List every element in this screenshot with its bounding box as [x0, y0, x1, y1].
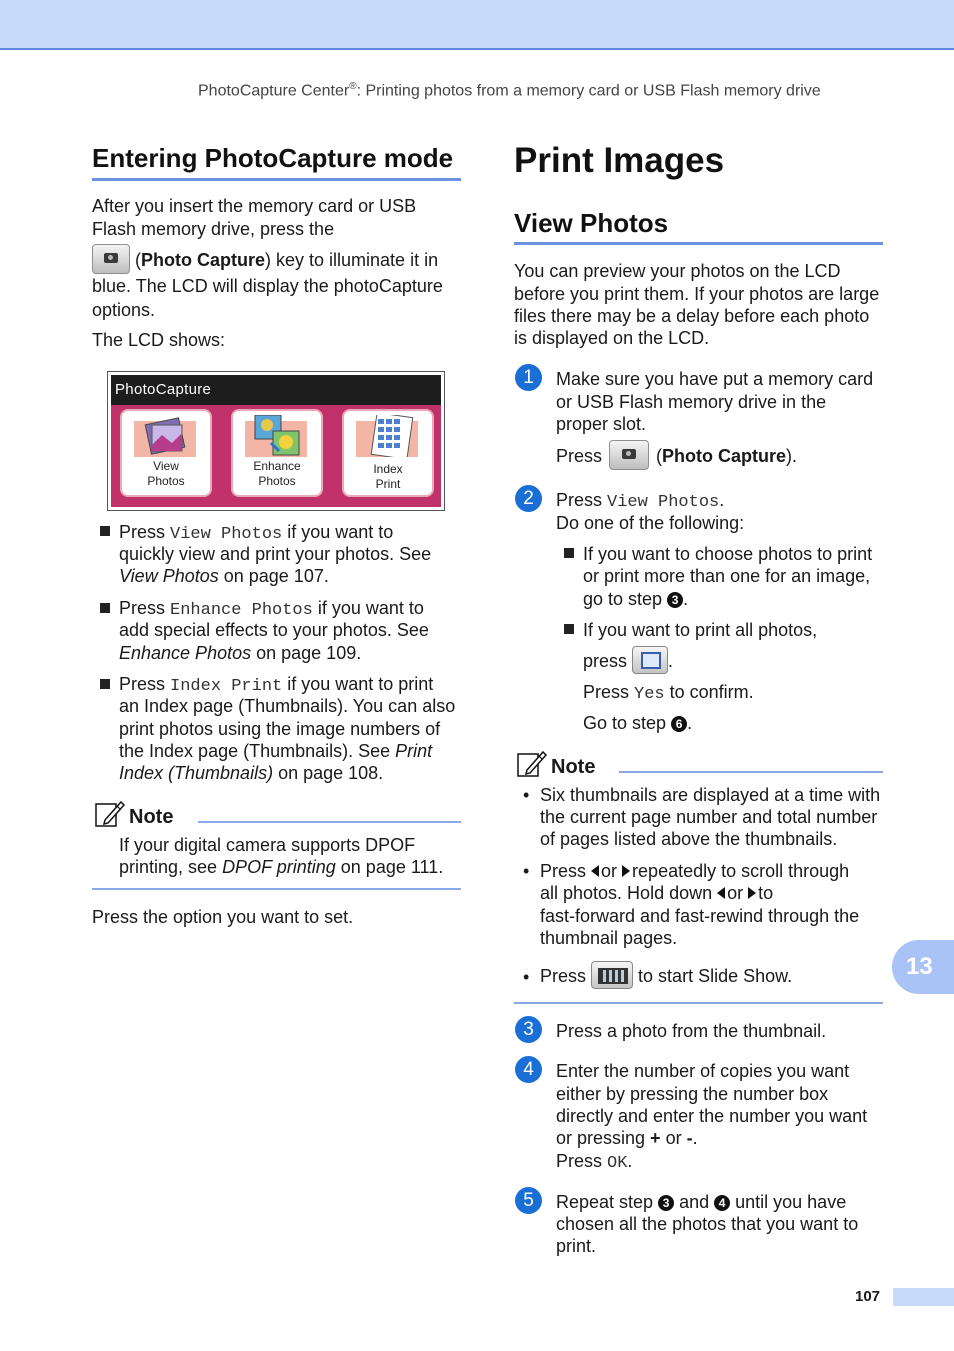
note-bottom-rule [514, 1002, 883, 1004]
step-2-sub2-press: press . [583, 648, 673, 676]
note-bullet: • [523, 967, 530, 987]
note-1-l2: the current page number and total number [540, 807, 878, 827]
step-4-press: Press OK. [556, 1151, 633, 1173]
note-title-right: Note [551, 756, 596, 778]
right-intro-l4: is displayed on the LCD. [514, 328, 710, 348]
bullet-square [564, 624, 574, 634]
note-2-l4: thumbnail pages. [540, 928, 678, 948]
step-4-marker: 4 [515, 1056, 542, 1083]
note-1-l1: Six thumbnails are displayed at a time with [540, 785, 881, 805]
note-2-l1: Press or repeatedly to scroll through [540, 861, 850, 881]
step-5-l3: print. [556, 1236, 597, 1256]
step-2-l2: Do one of the following: [556, 513, 745, 533]
note-3: Press to start Slide Show. [540, 963, 792, 991]
print-all-icon [632, 646, 668, 674]
step-5-l1: Repeat step 3 and 4 until you have [556, 1192, 847, 1212]
bullet-view-photos-l3: View Photos on page 107. [119, 566, 329, 586]
right-intro-l1: You can preview your photos on the LCD [514, 261, 841, 281]
bullet-index-l1: Press Index Print if you want to print [119, 674, 434, 696]
closing-text: Press the option you want to set. [92, 907, 354, 927]
photo-capture-key-icon [92, 244, 130, 274]
lcd-shows-label: The LCD shows: [92, 330, 226, 350]
note-top-rule [619, 771, 883, 773]
step-2-l1: Press View Photos. [556, 490, 725, 512]
subheading-rule [514, 242, 883, 245]
page-title: Print Images [514, 141, 725, 180]
step-1-press: Press (Photo Capture). [556, 442, 797, 472]
intro-line-1: After you insert the memory card or USB [92, 196, 417, 216]
chapter-tab: 13 [892, 940, 954, 994]
index-thumbnail-icon [356, 415, 418, 457]
bullet-index-l5: Index (Thumbnails) on page 108. [119, 763, 384, 783]
left-arrow-icon [591, 865, 599, 877]
note-1-l3: of pages listed above the thumbnails. [540, 829, 838, 849]
lcd-index-print-button: Index Print [342, 409, 434, 497]
step-2-sub2-go: Go to step 6 . [583, 713, 693, 733]
step-4-l2: either by pressing the number box [556, 1084, 829, 1104]
step-5-marker: 5 [515, 1187, 542, 1214]
step-3-marker: 3 [515, 1016, 542, 1043]
step-2-marker: 2 [515, 485, 542, 512]
lcd-screen-image [107, 371, 445, 511]
step-1-l2: or USB Flash memory drive in the [556, 392, 827, 412]
note-pencil-icon [95, 800, 125, 828]
slide-show-icon [591, 961, 633, 989]
note-top-rule [198, 821, 461, 823]
bullet-index-l3: print photos using the image numbers of [119, 719, 441, 739]
note-left-l1: If your digital camera supports DPOF [119, 835, 416, 855]
bullet-index-l2: an Index page (Thumbnails). You can also [119, 696, 456, 716]
bullet-enhance-l1: Press Enhance Photos if you want to [119, 598, 424, 620]
intro-line-3: (Photo Capture) key to illuminate it in [92, 246, 438, 276]
bullet-enhance-l2: add special effects to your photos. See [119, 620, 429, 640]
lcd-title-bar: PhotoCapture [111, 375, 441, 405]
step-1-l3: proper slot. [556, 414, 647, 434]
step-2-sub1-l3: go to step 3 . [583, 589, 689, 609]
header-band [0, 0, 954, 50]
step-4-l4: or pressing + or -. [556, 1128, 698, 1148]
photo-capture-key-icon [609, 440, 649, 470]
step-2-sub2-yes: Press Yes to confirm. [583, 682, 754, 704]
right-intro-l3: files there may be a delay before each photo [514, 306, 870, 326]
intro-line-4: blue. The LCD will display the photoCapture [92, 276, 443, 296]
note-bullet: • [523, 785, 530, 805]
running-header: PhotoCapture Center®: Printing photos from a memory card or USB Flash memory drive [198, 81, 821, 100]
bullet-square [100, 679, 110, 689]
step-ref-3: 3 [658, 1195, 674, 1211]
bullet-view-photos-l2: quickly view and print your photos. See [119, 544, 432, 564]
bullet-square [564, 548, 574, 558]
step-ref-3: 3 [667, 592, 683, 608]
step-2-sub1-l2: or print more than one for an image, [583, 566, 871, 586]
enhance-thumbnail-icon [245, 415, 307, 457]
bullet-enhance-l3: Enhance Photos on page 109. [119, 643, 362, 663]
step-ref-4: 4 [714, 1195, 730, 1211]
step-4-l3: directly and enter the number you want [556, 1106, 868, 1126]
left-arrow-icon [717, 887, 725, 899]
bullet-square [100, 603, 110, 613]
subheading-view-photos: View Photos [514, 208, 669, 238]
page-number-bar [893, 1288, 954, 1306]
step-5-l2: chosen all the photos that you want to [556, 1214, 859, 1234]
right-intro-l2: before you print them. If your photos are large [514, 284, 880, 304]
step-3-text: Press a photo from the thumbnail. [556, 1021, 827, 1041]
bullet-view-photos-l1: Press View Photos if you want to [119, 522, 394, 544]
lcd-enhance-photos-button: Enhance Photos [231, 409, 323, 497]
right-arrow-icon [622, 865, 630, 877]
note-2-l3: fast-forward and fast-rewind through the [540, 906, 860, 926]
note-pencil-icon [517, 750, 547, 778]
note-title-left: Note [129, 806, 174, 828]
note-2-l2: all photos. Hold down or to [540, 883, 774, 903]
step-1-marker: 1 [515, 364, 542, 391]
step-1-l1: Make sure you have put a memory card [556, 369, 874, 389]
step-2-sub2-l1: If you want to print all photos, [583, 620, 818, 640]
note-bottom-rule [92, 888, 461, 890]
note-left-l2: printing, see DPOF printing on page 111. [119, 857, 444, 877]
bullet-square [100, 526, 110, 536]
page-number: 107 [855, 1288, 881, 1305]
step-4-l1: Enter the number of copies you want [556, 1061, 850, 1081]
bullet-index-l4: the Index page (Thumbnails). See Print [119, 741, 433, 761]
intro-line-2: Flash memory drive, press the [92, 219, 335, 239]
right-arrow-icon [748, 887, 756, 899]
photos-thumbnail-icon [134, 415, 196, 457]
heading-rule [92, 178, 461, 181]
section-heading-entering: Entering PhotoCapture mode [92, 143, 454, 173]
note-bullet: • [523, 861, 530, 881]
lcd-view-photos-button: View Photos [120, 409, 212, 497]
step-2-sub1-l1: If you want to choose photos to print [583, 544, 873, 564]
intro-line-5: options. [92, 300, 156, 320]
step-ref-6: 6 [671, 716, 687, 732]
